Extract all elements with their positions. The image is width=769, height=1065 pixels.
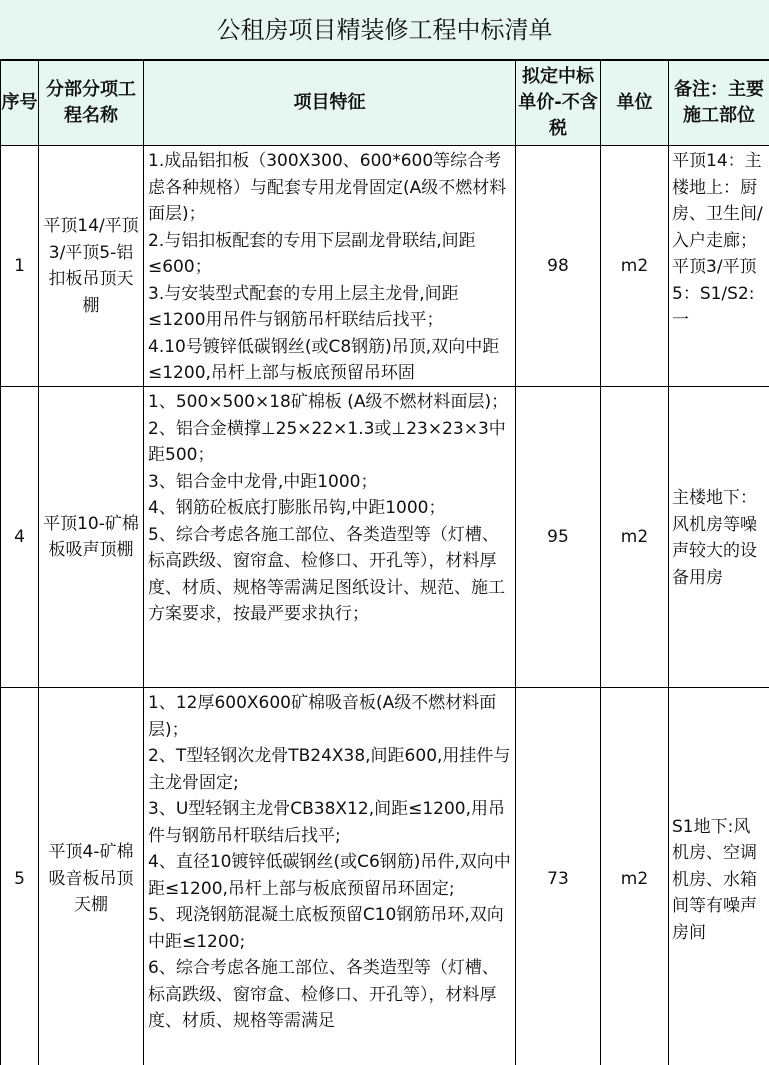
feature-line: 1.成品铝扣板（300X300、600*600等综合考虑各种规格）与配套专用龙骨固定(A级不燃材料面层)；	[148, 151, 507, 224]
feature-line: 2、T型轻钢次龙骨TB24X38,间距600,用挂件与主龙骨固定;	[148, 746, 511, 793]
feature-line: 1、500×500×18矿棉板 (A级不燃材料面层)；	[148, 392, 509, 412]
cell-price: 73	[516, 688, 601, 1065]
table-row	[1, 146, 769, 387]
cell-seq: 1	[1, 146, 39, 387]
note-text: S1地下:风机房、空调机房、水箱间等有噪声房间	[672, 816, 757, 943]
cell-price: 98	[516, 146, 601, 387]
bid-table	[0, 60, 769, 1065]
cell-name: 平顶14/平顶3/平顶5-铝扣板吊顶天棚	[39, 146, 144, 387]
cell-unit: m2	[601, 688, 669, 1065]
feature-line: 4、钢筋砼板底打膨胀吊钩,中距1000；	[148, 498, 446, 518]
header-note: 备注：主要施工部位	[669, 61, 769, 146]
cell-price: 95	[516, 387, 601, 688]
note-text: 平顶14：主楼地上：厨房、卫生间/入户走廊；平顶3/平顶5：S1/S2:一	[672, 151, 763, 330]
cell-note	[669, 688, 769, 1065]
table-row	[1, 688, 769, 1065]
cell-unit: m2	[601, 387, 669, 688]
cell-note	[669, 146, 769, 387]
header-price: 拟定中标单价-不含税	[516, 61, 601, 146]
header-row	[1, 61, 769, 146]
feature-line: 6、综合考虑各施工部位、各类造型等（灯槽、标高跌级、窗帘盒、检修口、开孔等），材料厚度、材质、规格等需满足	[148, 958, 499, 1031]
sheet-title: 公租房项目精装修工程中标清单	[0, 0, 769, 60]
header-seq: 序号	[1, 61, 39, 146]
header-unit: 单位	[601, 61, 669, 146]
feature-line: 4.10号镀锌低碳钢丝(或C8钢筋)吊顶,双向中距≤1200,吊杆上部与板底预留吊环固	[148, 336, 500, 383]
feature-line: 2、铝合金横撑⊥25×22×1.3或⊥23×23×3中距500；	[148, 418, 506, 465]
feature-line: 5、综合考虑各施工部位、各类造型等（灯槽、标高跌级、窗帘盒、检修口、开孔等），材料厚度、材质、规格等需满足图纸设计、规范、施工方案要求，按最严要求执行；	[148, 524, 505, 624]
cell-name: 平顶4-矿棉吸音板吊顶天棚	[39, 688, 144, 1065]
feature-line: 3.与安装型式配套的专用上层主龙骨,间距≤1200用吊件与钢筋吊杆联结后找平；	[148, 283, 459, 330]
cell-name: 平顶10-矿棉板吸声顶棚	[39, 387, 144, 688]
cell-feature	[144, 146, 516, 387]
cell-unit: m2	[601, 146, 669, 387]
feature-line: 1、12厚600X600矿棉吸音板(A级不燃材料面层)；	[148, 693, 497, 740]
feature-line: 3、铝合金中龙骨,中距1000；	[148, 471, 378, 492]
note-text: 主楼地下：风机房等噪声较大的设备用房	[672, 488, 757, 588]
cell-note	[669, 387, 769, 688]
cell-seq: 4	[1, 387, 39, 688]
header-name: 分部分项工程名称	[39, 61, 144, 146]
table-row	[1, 387, 769, 688]
feature-line: 2.与铝扣板配套的专用下层副龙骨联结,间距≤600；	[148, 230, 476, 277]
cell-seq: 5	[1, 688, 39, 1065]
feature-line: 4、直径10镀锌低碳钢丝(或C6钢筋)吊件,双向中距≤1200,吊杆上部与板底预留吊环固定;	[148, 852, 511, 899]
cell-feature	[144, 387, 516, 688]
feature-line: 3、U型轻钢主龙骨CB38X12,间距≤1200,用吊件与钢筋吊杆联结后找平;	[148, 799, 506, 846]
cell-feature	[144, 688, 516, 1065]
feature-line: 5、现浇钢筋混凝土底板预留C10钢筋吊环,双向中距≤1200;	[148, 905, 504, 952]
header-feature: 项目特征	[144, 61, 516, 146]
